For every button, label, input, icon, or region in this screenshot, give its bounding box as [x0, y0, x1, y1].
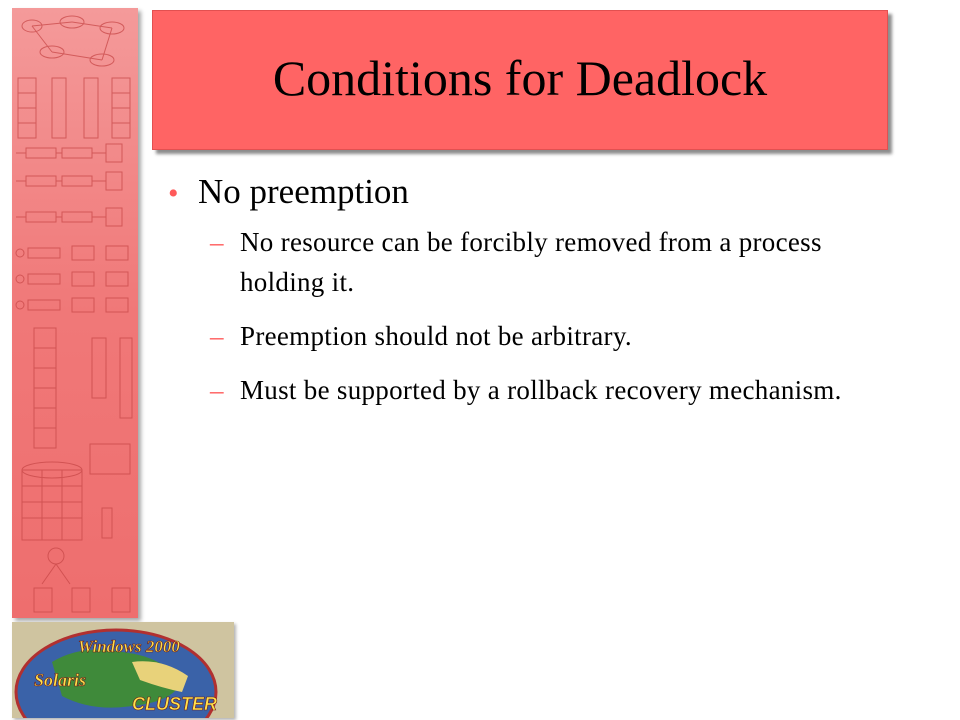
- sub-bullet-text: No resource can be forcibly removed from a process holding it.: [240, 227, 822, 297]
- sub-bullet-marker: –: [210, 227, 224, 257]
- bullet-marker: •: [168, 177, 179, 210]
- sub-bullet-marker: –: [210, 321, 224, 351]
- bullet-text: No preemption: [198, 172, 409, 211]
- sub-bullet-item: [210, 316, 908, 356]
- slide-body: [168, 166, 908, 424]
- sidebar-decoration: [12, 8, 138, 618]
- sub-bullet-item: [210, 370, 908, 410]
- logo-text-bottom: CLUSTER: [132, 694, 217, 714]
- sub-bullet-text: Preemption should not be arbitrary.: [240, 321, 632, 351]
- cluster-logo: [12, 622, 234, 718]
- logo-text-top: Windows 2000: [78, 637, 180, 656]
- sub-bullet-list: [210, 222, 908, 410]
- sub-bullet-marker: –: [210, 375, 224, 405]
- slide-title: Conditions for Deadlock: [272, 50, 768, 106]
- globe-logo-graphic: [12, 622, 234, 718]
- title-banner: [152, 10, 888, 150]
- main-bullet: [168, 166, 908, 220]
- diagram-graphic: [12, 8, 138, 618]
- logo-text-left: Solaris: [34, 670, 87, 690]
- sub-bullet-text: Must be supported by a rollback recovery mechanism.: [240, 375, 842, 405]
- sub-bullet-item: [210, 222, 908, 302]
